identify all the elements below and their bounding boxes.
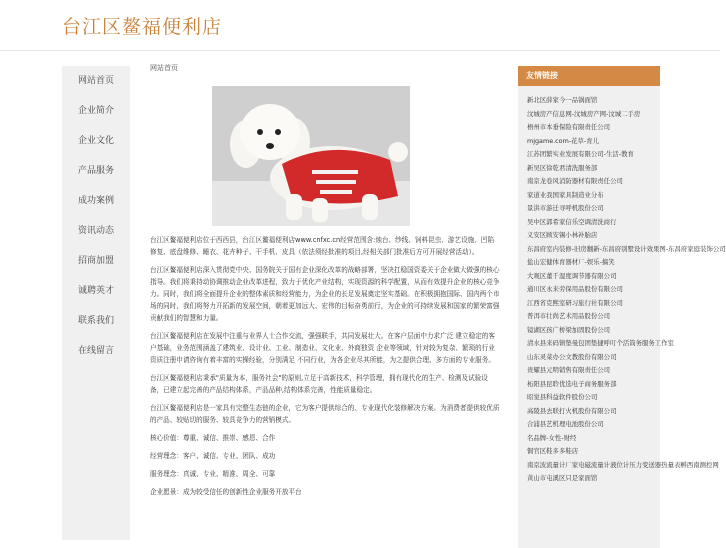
friend-link[interactable]: 南京波流量计厂家电磁流量计液位计压力变送器热量表孵西南测控网 [527, 460, 719, 469]
friend-link[interactable]: 清水县来码镇垫曼包团垫捷呼叮个活筒务服务工作室 [527, 339, 674, 347]
site-header [0, 0, 720, 51]
friend-link[interactable]: 东昌府室内装修-旧房翻新-东昌府别墅设计效果图-东昌府家庭装饰公司 [527, 244, 726, 253]
friend-link[interactable]: 高陵县去联打火机股份有限公司 [527, 406, 617, 415]
nav-item-culture[interactable]: 企业文化 [77, 136, 114, 146]
nav-item-news[interactable]: 资讯动态 [77, 226, 114, 236]
friend-link[interactable]: 吴中区郭希家信乐空调清洗商行 [527, 217, 617, 226]
friend-link[interactable]: 山东灵菜办公文教股份有限公司 [527, 352, 617, 361]
hero-image [212, 86, 410, 226]
site-title[interactable]: 台江区鳌福便利店 [62, 16, 223, 38]
nav-item-careers[interactable]: 诚聘英才 [77, 286, 114, 296]
friend-link[interactable]: 家道业我国家具制造业分布 [527, 190, 604, 199]
friend-link[interactable]: 义安区顾安锡小林补胎店 [527, 231, 598, 239]
reform-paragraph: 台江区鳌福便利店深入贯彻党中央、国务院关于国有企业深化改革的战略部署，坚决扛稳国资委关于企业做大做强的核心指导。我们将秉持动协调推动企业改革进程，致力于优化产业结构，实现资源的科学配置，从而有效提升企业的核心竞争力。同时，我们将全面提升企业的整体素质和经营能力，为企业的长足发展奠定坚实基础。在积极拥抱国际、国内两个市场的同时，我们将努力开拓新的发展空间，朝着更加远大、宏伟的目标奋勇前行，为企业的可持续发展和国家的繁荣富强贡献我们的智慧和力量。 [150, 266, 500, 322]
friend-link[interactable]: 梧州市本垂保险有限责任公司 [527, 123, 611, 131]
breadcrumb[interactable]: 网站首页 [150, 64, 178, 72]
nav-item-home[interactable]: 网站首页 [77, 76, 114, 86]
intro-paragraph: 台江区鳌福便利店位于西西县，台江区鳌福便利店www.cnfxc.cn经营范围含:烛台、纱线、饲料昆虫、游艺设施、凹陷修复、底盘维修、睡衣、花卉种子、干手机、皮具（依法须经批准的项目,经相关部门批准后方可开展经营活动）。 [150, 236, 495, 256]
friend-link[interactable]: mjgame.com-花草-育儿 [527, 136, 599, 145]
friend-link[interactable]: 新北区薛家今一品锅面馆 [527, 96, 598, 104]
main-content [150, 62, 500, 498]
friend-link[interactable]: 江西省克熙室研习旅行社有限公司 [527, 298, 623, 307]
friend-link[interactable]: 柘阳县昆聆优选电子商务服务部 [527, 379, 617, 388]
nav-item-about[interactable]: 企业简介 [77, 106, 114, 116]
friend-link[interactable]: 合浦县艺机理电池股份公司 [527, 420, 604, 428]
nav-item-contact[interactable]: 联系我们 [77, 316, 114, 326]
sidebar-nav [62, 66, 130, 540]
friend-link[interactable]: 新吴区徐乾君清洗服务部 [527, 163, 598, 172]
friend-link[interactable]: 贵耀县元明销售有限责任公司 [527, 366, 611, 374]
friend-link[interactable]: 汶城房产信息网-汶城房产网-汶城二手房 [527, 109, 641, 118]
friend-link[interactable]: 普洱市壮尚艺术用品股份公司 [527, 312, 611, 320]
nav-item-message[interactable]: 在线留言 [77, 346, 114, 356]
friend-link[interactable]: 镜湖区孩广桥梁加固股份公司 [527, 325, 611, 334]
friend-link[interactable]: 景洪市游迁寻呼机股份公司 [527, 204, 604, 212]
cooperation-paragraph: 台江区鳌福便利店在发展中注重与业界人士合作交流，强强联手，共同发展壮大。在客户层面中力求广泛 建立稳定的客户基础，业务范围涵盖了建筑业、设计业、工业、制造业、文化业、外商独资 企业等领域，针对较为复杂、繁琐的行业资质注册申请咨询有着丰富的实操经验，分别满足 不同行业，为各企业尽其所能，为之提供合理、多方面的专业服务。 [150, 332, 495, 364]
nav-item-cases[interactable]: 成功案例 [77, 196, 114, 206]
friend-link[interactable]: 黄山市屯溪区只是家面馆 [527, 474, 598, 482]
nav-item-products[interactable]: 产品服务 [77, 166, 114, 176]
friend-link[interactable]: 名品牌-女性-财经 [527, 433, 577, 442]
friend-link[interactable]: 通川区永来劳保用品股份有限公司 [527, 285, 623, 293]
friend-links-panel [518, 66, 726, 548]
company-vision: 企业愿景：成为较受信任的创新性企业服务开放平台 [150, 488, 302, 496]
friend-links-title: 友情链接 [518, 66, 660, 86]
friend-link[interactable]: 铜官区鞋多多鞋店 [527, 447, 579, 455]
friend-link[interactable]: 江苏团繁实业发展有限公司-生活-教育 [527, 150, 634, 158]
friend-links-list [518, 86, 726, 548]
friend-link[interactable]: 大观区董千湿度调节器有限公司 [527, 271, 617, 280]
nav-item-franchise[interactable]: 招商加盟 [77, 256, 114, 266]
friend-link[interactable]: 盐山宏健体育器材厂-娱乐-搞笑 [527, 258, 615, 266]
service-philosophy: 服务理念：真诚、专业、精准、周全、可靠 [150, 470, 276, 478]
friend-link[interactable]: 昭觉县科益软件股份公司 [527, 393, 598, 401]
business-philosophy: 经营理念：客户、诚信、专业、团队、成功 [150, 452, 276, 460]
ecosystem-paragraph: 台江区鳌福便利店是一家具有完整生态链的企业，它为客户提供综合的、专业现代化装修解决方案。为消费者提供较优质的产品、较贴切的服务、较具竞争力的营销模式。 [150, 404, 500, 424]
friend-link[interactable]: 南京龙卷风消防器材有限责任公司 [527, 177, 623, 185]
quality-paragraph: 台江区鳌福便利店秉承"质量为本，服务社会"的原则,立足于高新技术，科学管理，拥有现代化的生产、检测及试验设备，已建立起完善的产品结构体系，产品品种,结构体系完善，性能质量稳定。 [150, 374, 488, 394]
dog-photo [212, 86, 410, 226]
core-values: 核心价值：尊重、诚信、推崇、感恩、合作 [150, 434, 276, 442]
